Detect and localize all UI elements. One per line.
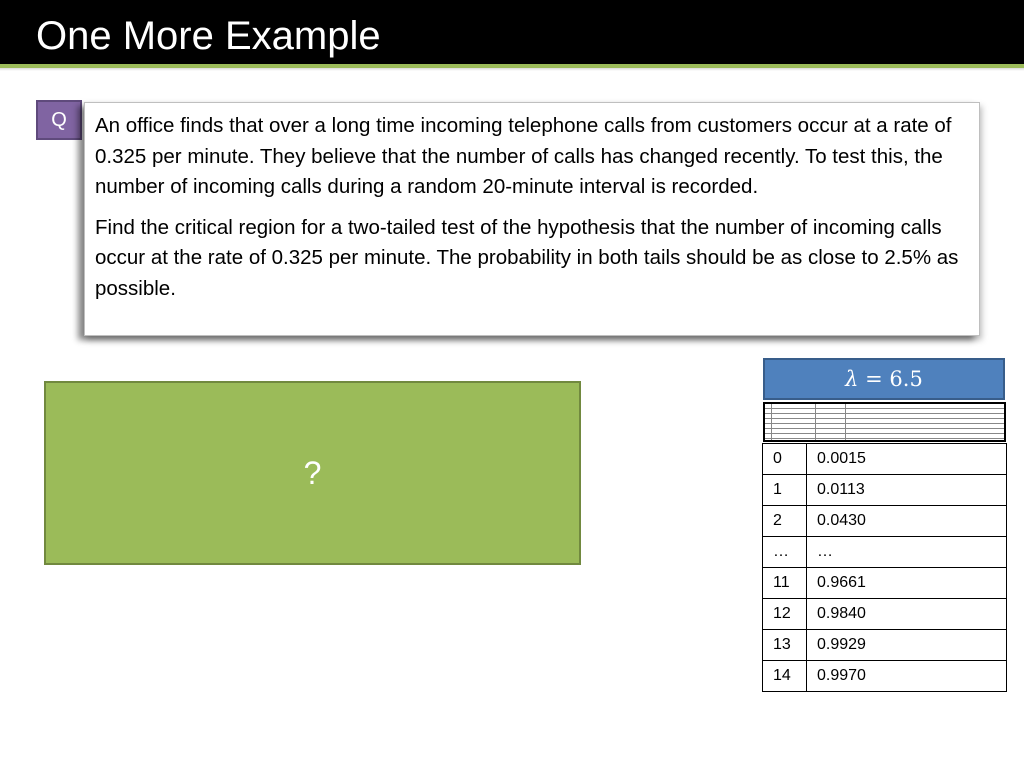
table-cell-probability: 0.9970: [807, 661, 1007, 692]
table-cell-probability: 0.9929: [807, 630, 1007, 661]
table-cell-k: 2: [763, 506, 807, 537]
thumbnail-rule: [765, 408, 1004, 409]
thumbnail-rule: [765, 418, 1004, 419]
thumbnail-rule: [771, 404, 772, 440]
question-paragraph-1: An office finds that over a long time incoming telephone calls from customers occur at a rate of 0.325 per minute. They believe that the number of calls has changed recently. To test this, the number of incoming calls during a random 20-minute interval is recorded.: [95, 114, 952, 198]
table-row: [763, 537, 1007, 568]
question-badge: Q: [36, 100, 82, 140]
lambda-equals: =: [858, 367, 890, 391]
table-cell-probability: 0.0015: [807, 444, 1007, 475]
answer-reveal-box[interactable]: ?: [44, 381, 581, 565]
table-cell-k: 14: [763, 661, 807, 692]
table-row: [763, 475, 1007, 506]
table-cell-probability: 0.9840: [807, 599, 1007, 630]
thumbnail-rule: [815, 404, 816, 440]
table-cell-k: 13: [763, 630, 807, 661]
table-cell-k: 1: [763, 475, 807, 506]
lambda-symbol: λ: [845, 367, 859, 391]
thumbnail-rule: [845, 404, 846, 440]
slide-title: One More Example: [36, 14, 381, 58]
probability-table: [762, 443, 1007, 692]
table-cell-k: …: [763, 537, 807, 568]
table-cell-k: 11: [763, 568, 807, 599]
question-paragraph-2: Find the critical region for a two-tailed test of the hypothesis that the number of incoming calls occur at the rate of 0.325 per minute. The probability in both tails should be as close to 2.5% as possible.: [95, 215, 959, 300]
thumbnail-rule: [765, 438, 1004, 439]
thumbnail-rule: [765, 428, 1004, 429]
question-box: [84, 102, 980, 336]
table-cell-probability: …: [807, 537, 1007, 568]
thumbnail-rule: [765, 433, 1004, 434]
table-row: [763, 444, 1007, 475]
table-cell-k: 0: [763, 444, 807, 475]
table-cell-probability: 0.0113: [807, 475, 1007, 506]
table-row: [763, 630, 1007, 661]
table-thumbnail: [763, 402, 1006, 442]
table-row: [763, 661, 1007, 692]
thumbnail-rule: [765, 423, 1004, 424]
table-row: [763, 599, 1007, 630]
table-row: [763, 506, 1007, 537]
table-row: [763, 568, 1007, 599]
table-cell-k: 12: [763, 599, 807, 630]
title-underline-shadow: [0, 68, 1024, 71]
lambda-value: 6.5: [889, 367, 923, 391]
lambda-header: [763, 358, 1005, 400]
table-cell-probability: 0.0430: [807, 506, 1007, 537]
table-cell-probability: 0.9661: [807, 568, 1007, 599]
thumbnail-rule: [765, 413, 1004, 414]
title-bar: [0, 0, 1024, 64]
